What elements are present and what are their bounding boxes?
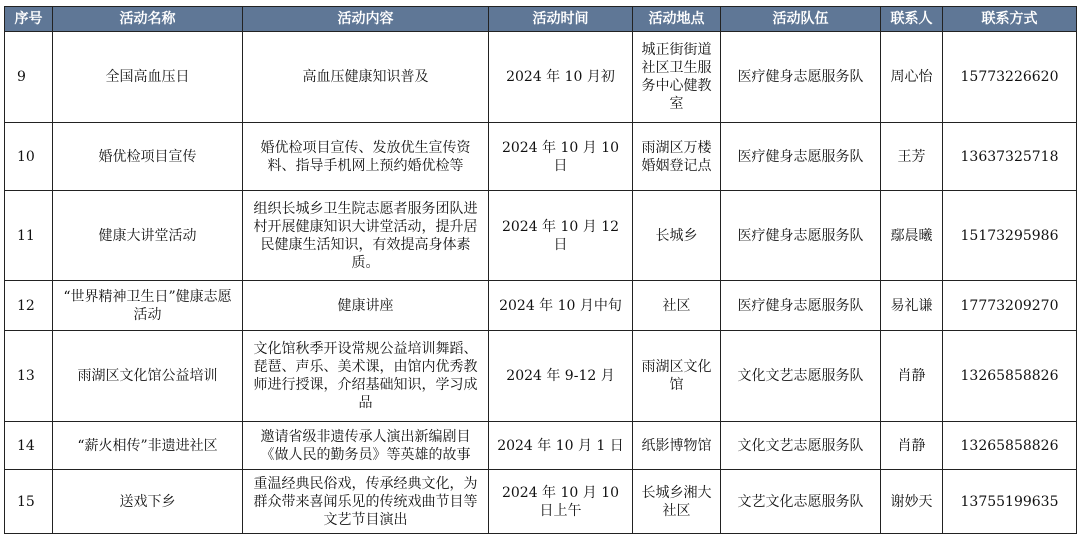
cell-team: 医疗健身志愿服务队: [721, 123, 881, 191]
cell-time: 2024 年 10 月 1 日: [489, 422, 633, 470]
cell-content: 重温经典民俗戏，传承经典文化，为群众带来喜闻乐见的传统戏曲节目等文艺节目演出: [243, 470, 489, 534]
header-time: 活动时间: [489, 7, 633, 32]
cell-place: 长城乡湘大社区: [633, 470, 721, 534]
cell-place: 雨湖区万楼婚姻登记点: [633, 123, 721, 191]
cell-content: 高血压健康知识普及: [243, 32, 489, 123]
table-row: [5, 32, 1077, 123]
header-name: 活动名称: [53, 7, 243, 32]
table-row: [5, 281, 1077, 331]
cell-team: 医疗健身志愿服务队: [721, 281, 881, 331]
cell-team: 医疗健身志愿服务队: [721, 32, 881, 123]
cell-place: 雨湖区文化馆: [633, 331, 721, 422]
cell-phone: 15773226620: [943, 32, 1077, 123]
header-row: [5, 7, 1077, 32]
cell-time: 2024 年 10 月初: [489, 32, 633, 123]
cell-phone: 17773209270: [943, 281, 1077, 331]
header-seq: 序号: [5, 7, 53, 32]
cell-name: 婚优检项目宣传: [53, 123, 243, 191]
cell-time: 2024 年 9-12 月: [489, 331, 633, 422]
header-team: 活动队伍: [721, 7, 881, 32]
cell-team: 文化文艺志愿服务队: [721, 422, 881, 470]
activity-table: [4, 6, 1077, 534]
cell-seq: 15: [5, 470, 53, 534]
cell-contact: 鄢晨曦: [881, 191, 943, 281]
cell-name: 健康大讲堂活动: [53, 191, 243, 281]
cell-content: 组织长城乡卫生院志愿者服务团队进村开展健康知识大讲堂活动，提升居民健康生活知识，有效提高身体素质。: [243, 191, 489, 281]
table-row: [5, 123, 1077, 191]
table-row: [5, 191, 1077, 281]
cell-seq: 14: [5, 422, 53, 470]
table-row: [5, 331, 1077, 422]
cell-contact: 肖静: [881, 422, 943, 470]
cell-contact: 肖静: [881, 331, 943, 422]
header-place: 活动地点: [633, 7, 721, 32]
cell-content: 邀请省级非遗传承人演出新编剧目《做人民的勤务员》等英雄的故事: [243, 422, 489, 470]
cell-content: 婚优检项目宣传、发放优生宣传资料、指导手机网上预约婚优检等: [243, 123, 489, 191]
table-row: [5, 422, 1077, 470]
cell-contact: 王芳: [881, 123, 943, 191]
cell-phone: 13637325718: [943, 123, 1077, 191]
cell-name: 雨湖区文化馆公益培训: [53, 331, 243, 422]
cell-phone: 15173295986: [943, 191, 1077, 281]
cell-phone: 13755199635: [943, 470, 1077, 534]
cell-seq: 13: [5, 331, 53, 422]
cell-content: 健康讲座: [243, 281, 489, 331]
cell-contact: 谢妙天: [881, 470, 943, 534]
cell-phone: 13265858826: [943, 422, 1077, 470]
cell-team: 文化文艺志愿服务队: [721, 331, 881, 422]
cell-name: 全国高血压日: [53, 32, 243, 123]
cell-time: 2024 年 10 月 10 日: [489, 123, 633, 191]
cell-contact: 易礼谦: [881, 281, 943, 331]
header-phone: 联系方式: [943, 7, 1077, 32]
cell-place: 城正街街道社区卫生服务中心健教室: [633, 32, 721, 123]
cell-place: 纸影博物馆: [633, 422, 721, 470]
cell-place: 社区: [633, 281, 721, 331]
cell-phone: 13265858826: [943, 331, 1077, 422]
cell-name: “世界精神卫生日”健康志愿活动: [53, 281, 243, 331]
cell-content: 文化馆秋季开设常规公益培训舞蹈、琵琶、声乐、美术课，由馆内优秀教师进行授课，介绍基础知识，学习成品: [243, 331, 489, 422]
cell-team: 医疗健身志愿服务队: [721, 191, 881, 281]
cell-name: “薪火相传”非遗进社区: [53, 422, 243, 470]
cell-team: 文艺文化志愿服务队: [721, 470, 881, 534]
cell-contact: 周心怡: [881, 32, 943, 123]
cell-seq: 11: [5, 191, 53, 281]
cell-place: 长城乡: [633, 191, 721, 281]
cell-seq: 10: [5, 123, 53, 191]
cell-seq: 12: [5, 281, 53, 331]
cell-seq: 9: [5, 32, 53, 123]
table-row: [5, 470, 1077, 534]
cell-time: 2024 年 10 月中旬: [489, 281, 633, 331]
cell-time: 2024 年 10 月 12 日: [489, 191, 633, 281]
cell-time: 2024 年 10 月 10 日上午: [489, 470, 633, 534]
header-contact: 联系人: [881, 7, 943, 32]
header-content: 活动内容: [243, 7, 489, 32]
cell-name: 送戏下乡: [53, 470, 243, 534]
